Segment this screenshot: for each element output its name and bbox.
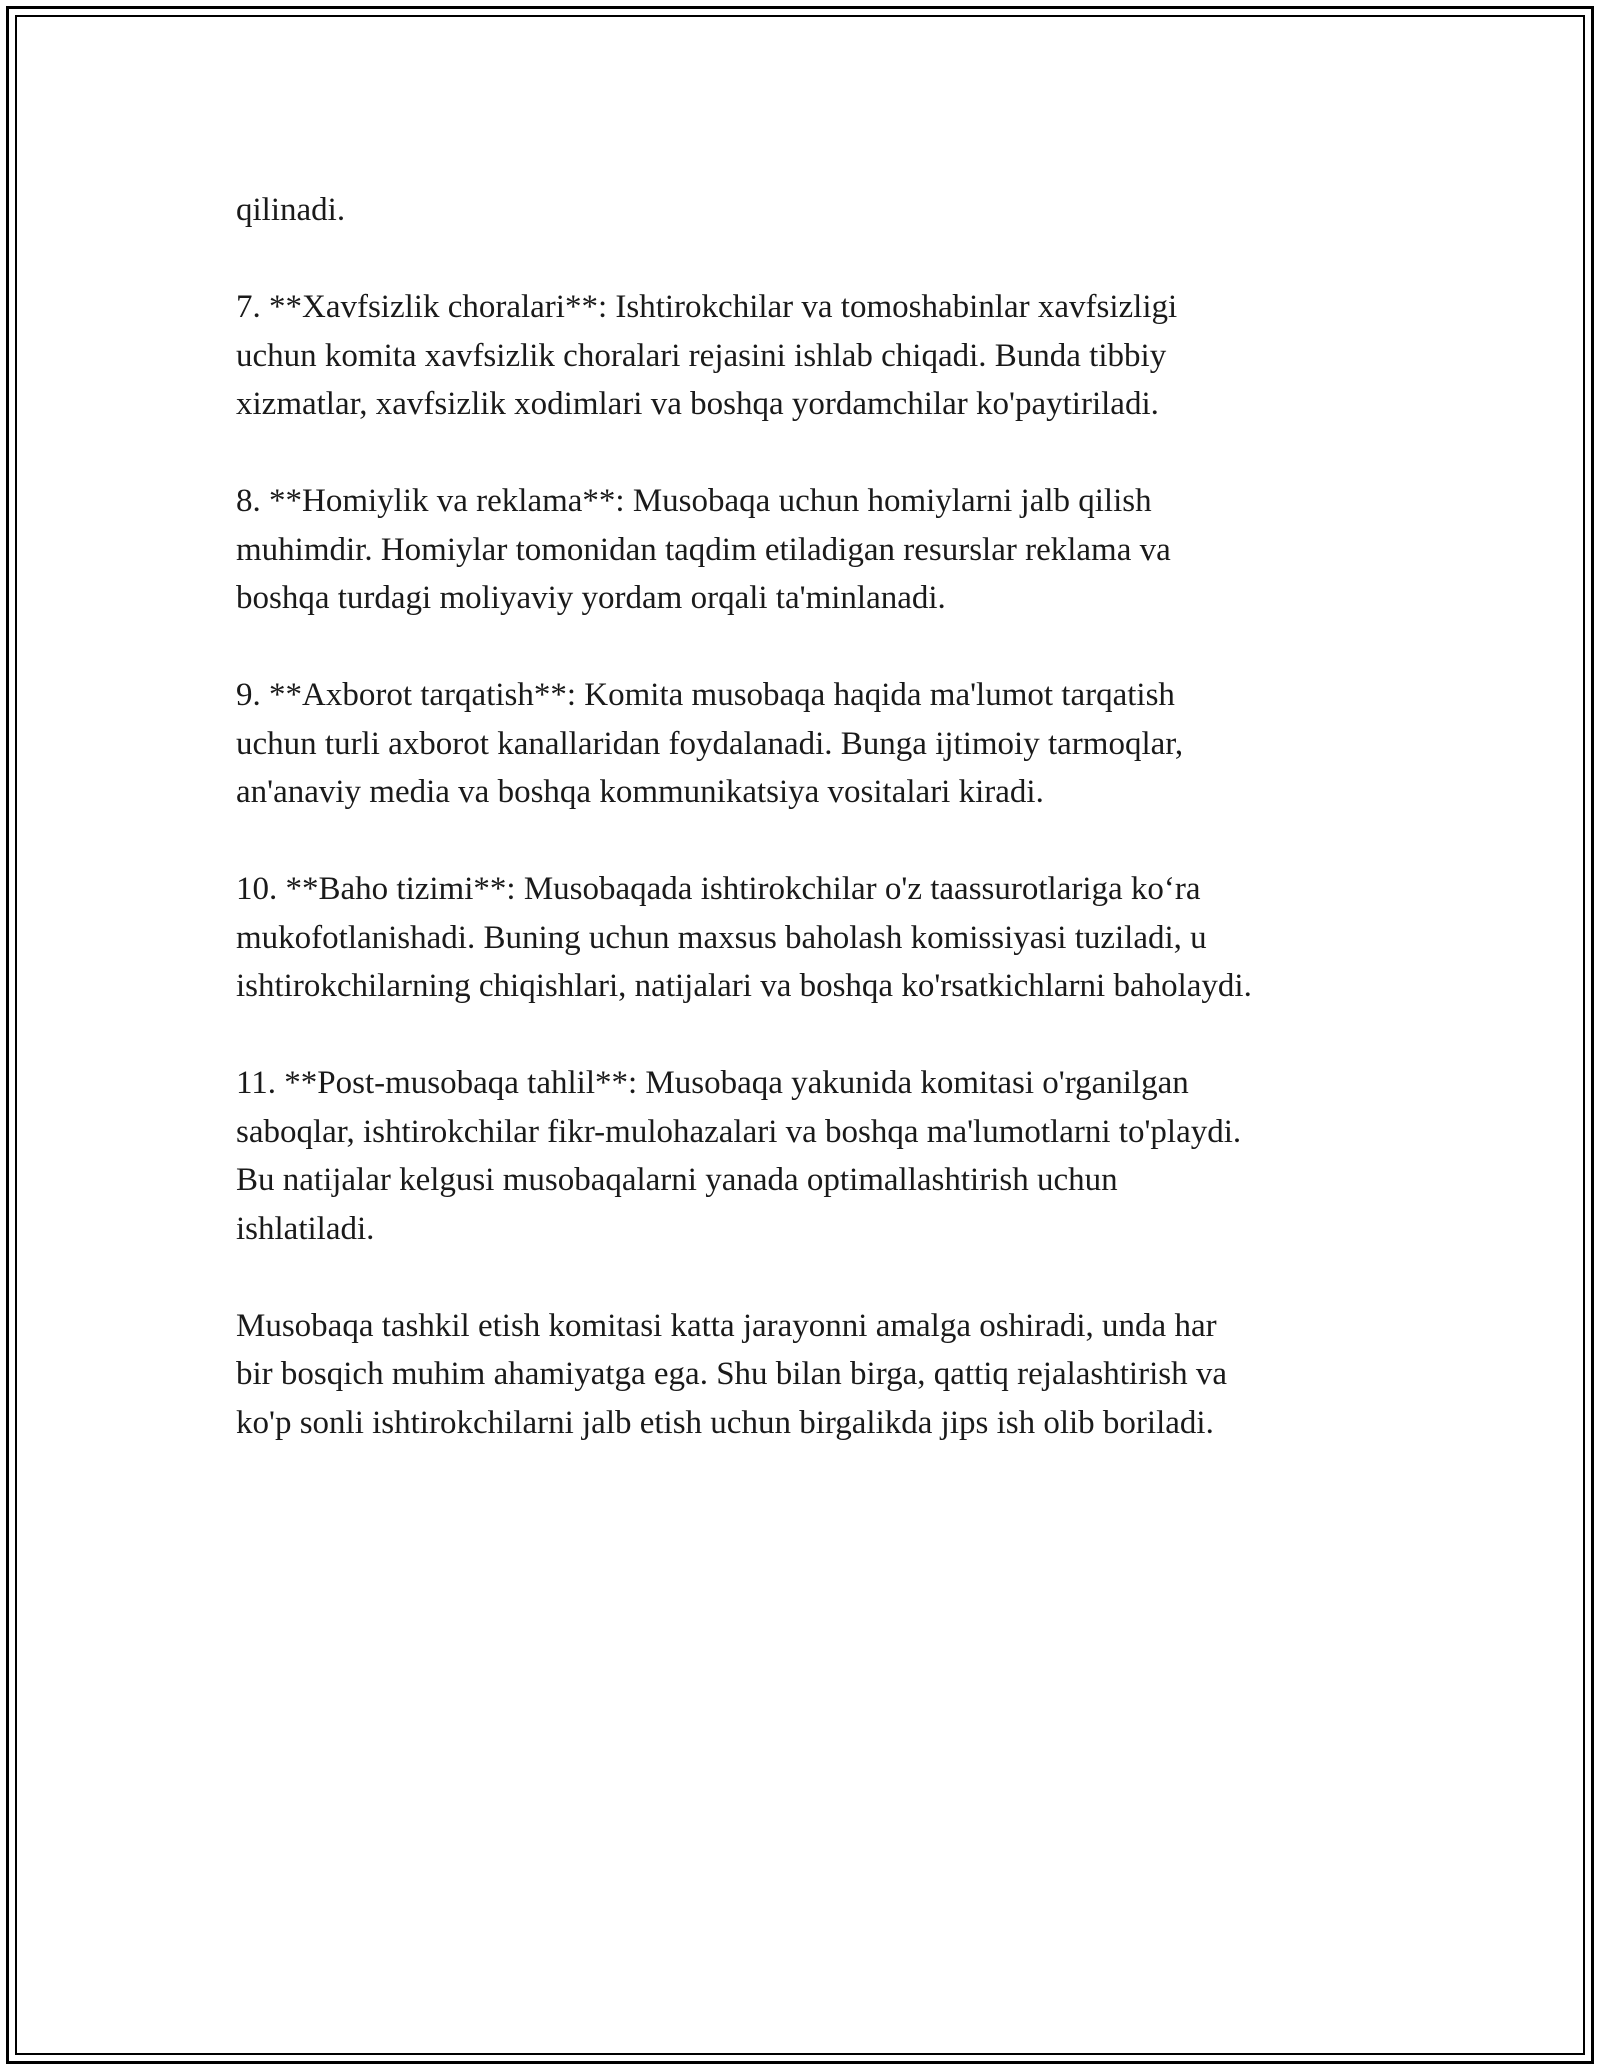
text-line: 9. **Axborot tarqatish**: Komita musobaqa haqida ma'lumot tarqatish bbox=[236, 677, 1175, 713]
text-line: Musobaqa tashkil etish komitasi katta jarayonni amalga oshiradi, unda har bbox=[236, 1307, 1217, 1344]
text-line: an'anaviy media va boshqa kommunikatsiya vositalari kiradi. bbox=[236, 774, 1044, 810]
text-line: Bu natijalar kelgusi musobaqalarni yanada optimallashtirish uchun bbox=[236, 1162, 1118, 1198]
paragraph-sponsorship bbox=[236, 477, 1386, 623]
paragraph-information-distribution bbox=[236, 671, 1386, 817]
text-line: qilinadi. bbox=[236, 192, 346, 228]
text-line: boshqa turdagi moliyaviy yordam orqali ta'minlanadi. bbox=[236, 580, 946, 616]
text-line: ishlatiladi. bbox=[236, 1210, 375, 1247]
text-line: bir bosqich muhim ahamiyatga ega. Shu bilan birga, qattiq rejalashtirish va bbox=[236, 1356, 1227, 1392]
paragraph-conclusion bbox=[236, 1302, 1386, 1448]
text-line: 11. **Post-musobaqa tahlil**: Musobaqa yakunida komitasi o'rganilgan bbox=[236, 1065, 1189, 1101]
paragraph-rating-system bbox=[236, 865, 1386, 1011]
paragraph-post-competition-analysis bbox=[236, 1059, 1386, 1253]
document-body bbox=[236, 186, 1386, 1496]
text-line: ko'p sonli ishtirokchilarni jalb etish uchun birgalikda jips ish olib boriladi. bbox=[236, 1404, 1214, 1441]
text-line: uchun turli axborot kanallaridan foydalanadi. Bunga ijtimoiy tarmoqlar, bbox=[236, 725, 1184, 762]
text-line: mukofotlanishadi. Buning uchun maxsus baholash komissiyasi tuziladi, u bbox=[236, 919, 1207, 956]
text-line: xizmatlar, xavfsizlik xodimlari va boshqa yordamchilar ko'paytiriladi. bbox=[236, 386, 1159, 422]
text-line: saboqlar, ishtirokchilar fikr-mulohazalari va boshqa ma'lumotlarni to'playdi. bbox=[236, 1113, 1242, 1150]
paragraph-security-measures bbox=[236, 283, 1386, 429]
text-line: 7. **Xavfsizlik choralari**: Ishtirokchilar va tomoshabinlar xavfsizligi bbox=[236, 289, 1178, 325]
text-line: 10. **Baho tizimi**: Musobaqada ishtirokchilar o'z taassurotlariga ko‘ra bbox=[236, 871, 1201, 907]
text-line: ishtirokchilarning chiqishlari, natijalari va boshqa ko'rsatkichlarni baholaydi. bbox=[236, 968, 1252, 1004]
paragraph-continuation bbox=[236, 186, 1386, 235]
text-line: 8. **Homiylik va reklama**: Musobaqa uchun homiylarni jalb qilish bbox=[236, 483, 1152, 519]
text-line: muhimdir. Homiylar tomonidan taqdim etiladigan resurslar reklama va bbox=[236, 531, 1171, 568]
text-line: uchun komita xavfsizlik choralari rejasini ishlab chiqadi. Bunda tibbiy bbox=[236, 337, 1167, 374]
